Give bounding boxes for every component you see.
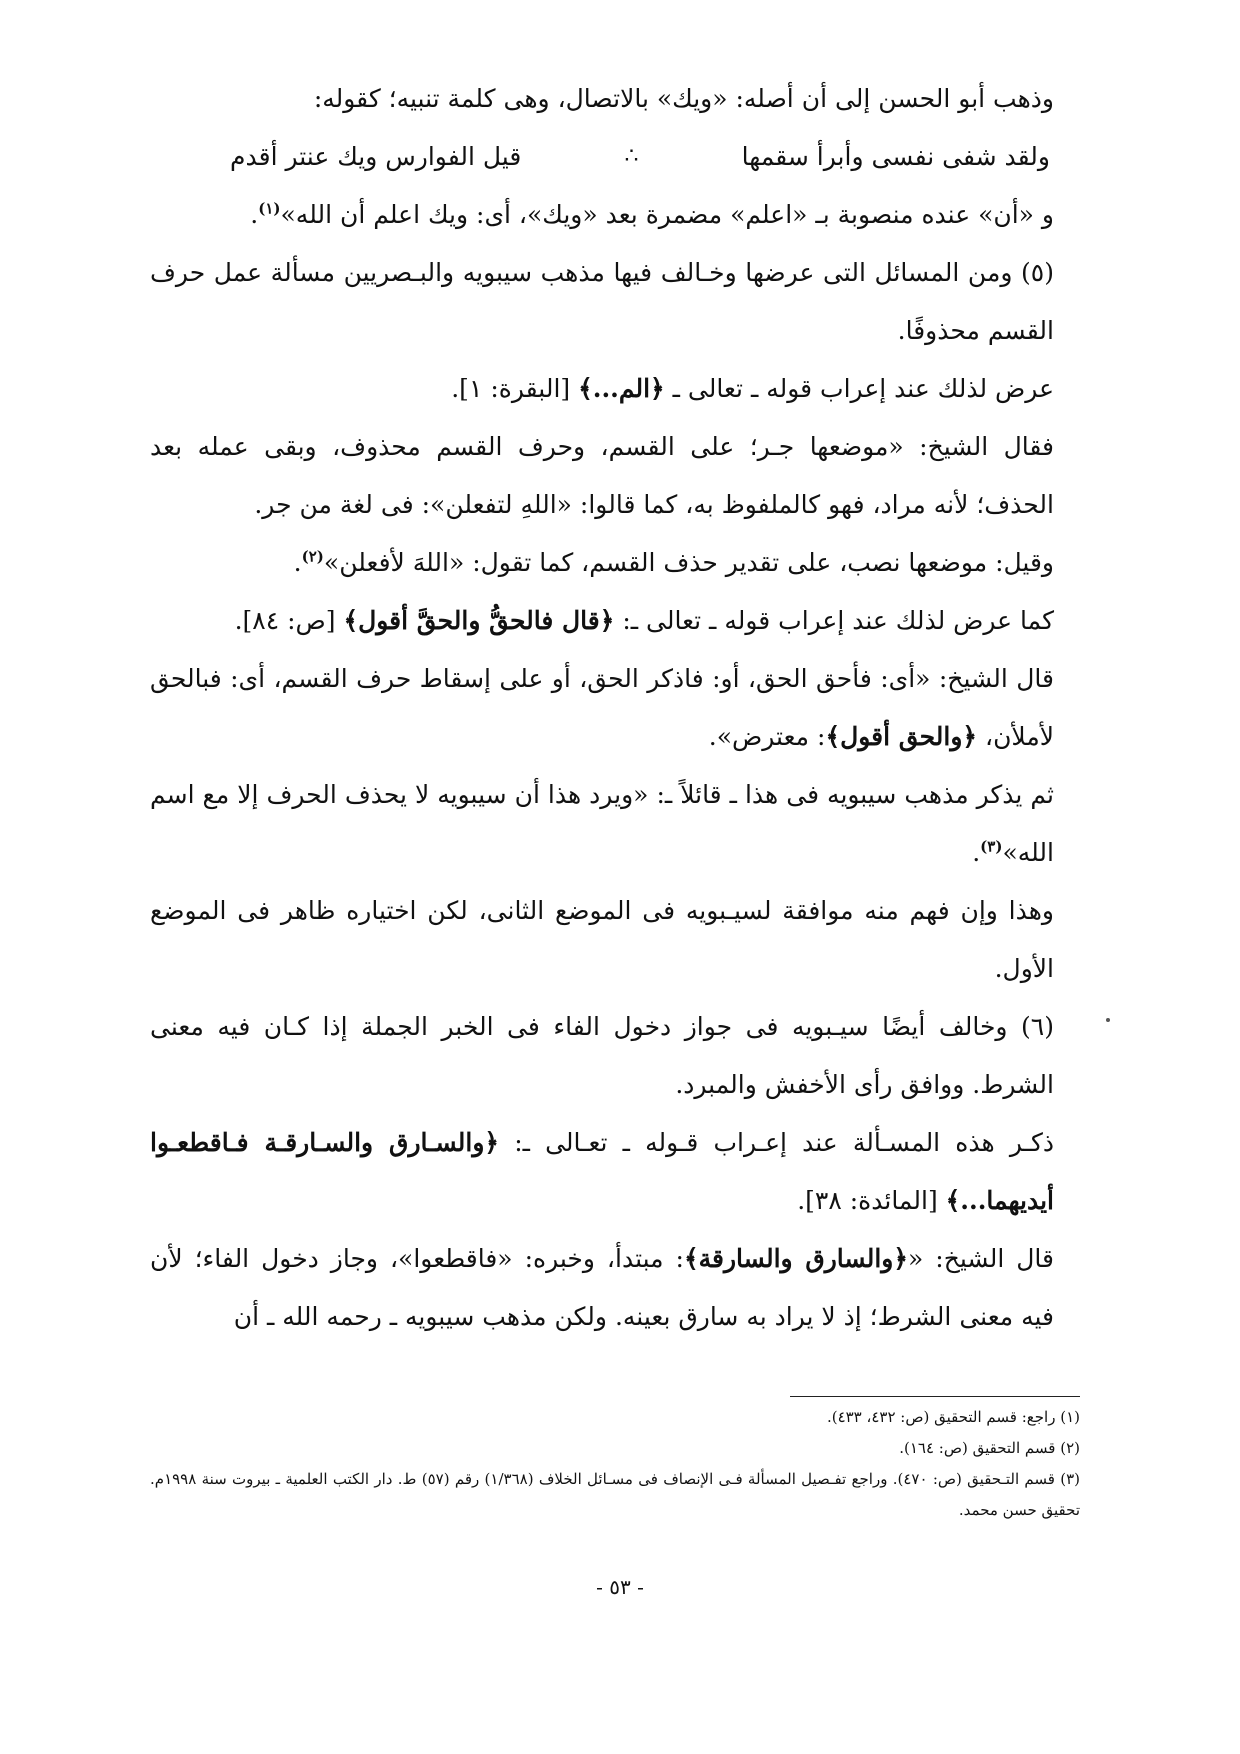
paragraph-10-text: وهذا وإن فهم منه موافقة لسيـبويه فى الموضع الثانى، لكن اختياره ظاهر فى الموضع الأول. [150, 896, 1054, 983]
footnotes [150, 1402, 1080, 1526]
paragraph-2 [150, 186, 1080, 244]
paragraph-1-text: وذهب أبو الحسن إلى أن أصله: «ويك» بالاتصال، وهى كلمة تنبيه؛ كقوله: [313, 84, 1054, 113]
poem-hemistich-right: ولقد شفى نفسى وأبرأ سقمها [741, 142, 1050, 171]
poem-hemistich-left: قيل الفوارس ويك عنتر أقدم [230, 142, 522, 171]
paragraph-6-text: وقيل: موضعها نصب، على تقدير حذف القسم، كما تقول: «اللهَ لأفعلن» [323, 548, 1054, 577]
paragraph-4 [150, 360, 1080, 418]
paragraph-8-text-b: : معترض». [708, 722, 826, 751]
paragraph-11-text: (٦) وخالف أيضًا سيـبويه فى جواز دخول الفاء فى الخبر الجملة إذا كـان فيه معنى الشرط. ووافق رأى الأخفش والمبرد. [150, 1012, 1054, 1099]
paragraph-9-text: ثم يذكر مذهب سيبويه فى هذا ـ قائلاً ـ: «ويرد هذا أن سيبويه لا يحذف الحرف إلا مع اسم الله» [150, 780, 1054, 867]
quran-quote-3: ﴿والحق أقول﴾ [825, 722, 978, 751]
paragraph-4-text-b: [البقرة: ١]. [451, 374, 579, 403]
footnote-separator [790, 1396, 1080, 1397]
paragraph-9 [150, 766, 1080, 882]
quran-quote-4: ﴿والسـارق والسـارقـة فـاقطعـوا أيديهما...﴾ [150, 1128, 1054, 1215]
footnote-ref-3: (٣) [980, 837, 1003, 856]
main-text [150, 70, 1080, 1346]
paragraph-3 [150, 244, 1080, 360]
paragraph-13-text-a: قال الشيخ: « [908, 1244, 1054, 1273]
footnote-3: (٣) قسم التـحقيق (ص: ٤٧٠). وراجع تفـصيل المسألة فـى الإنصاف فى مسـائل الخلاف (١/٣٦٨) رقم (٥٧) ط. دار الكتب العلمية ـ بيروت سنة ١٩٩٨م. تحقيق حسن محمد. [150, 1470, 1081, 1519]
paragraph-13 [150, 1230, 1080, 1346]
footnote-ref-1: (١) [258, 199, 281, 218]
paragraph-5-text: فقال الشيخ: «موضعها جـر؛ على القسم، وحرف القسم محذوف، وبقى عمله بعد الحذف؛ لأنه مراد، فهو كالملفوظ به، كما قالوا: «اللهِ لتفعلن»: فى لغة من جر. [150, 432, 1054, 519]
footnote-ref-2: (٢) [301, 547, 324, 566]
paragraph-3-text: (٥) ومن المسائل التى عرضها وخـالف فيها مذهب سيبويه والبـصريين مسألة عمل حرف القسم محذوفًا. [150, 258, 1054, 345]
paragraph-11 [150, 998, 1080, 1114]
paragraph-4-text-a: عرض لذلك عند إعراب قوله ـ تعالى ـ [664, 374, 1054, 403]
paragraph-1 [150, 70, 1080, 128]
paragraph-6 [150, 534, 1080, 592]
paragraph-10 [150, 882, 1080, 998]
poem-verse [150, 128, 1080, 186]
quran-quote-5: ﴿والسارق والسارقة﴾ [683, 1244, 909, 1273]
paragraph-9-end: . [972, 838, 981, 867]
quran-quote-2: ﴿قال فالحقُّ والحقَّ أقول﴾ [343, 606, 615, 635]
paragraph-12 [150, 1114, 1080, 1230]
quran-quote-1: ﴿الم...﴾ [578, 374, 665, 403]
paragraph-12-text-b: [المائدة: ٣٨]. [797, 1186, 946, 1215]
paragraph-12-text-a: ذكـر هذه المسـألة عند إعـراب قـوله ـ تعـالى ـ: [499, 1128, 1054, 1157]
paragraph-13-text-b: : مبتدأ، وخبره: «فاقطعوا»، وجاز دخول الفاء؛ لأن فيه معنى الشرط؛ إذ لا يراد به سارق بعينه. ولكن مذهب سيبويه ـ رحمه الله ـ أن [150, 1244, 1054, 1331]
footnote-1: (١) راجع: قسم التحقيق (ص: ٤٣٢، ٤٣٣). [826, 1408, 1080, 1426]
margin-dot [1106, 1018, 1110, 1022]
paragraph-5 [150, 418, 1080, 534]
paragraph-2-end: . [250, 200, 259, 229]
paragraph-7-text-a: كما عرض لذلك عند إعراب قوله ـ تعالى ـ: [614, 606, 1054, 635]
page-number: - ٥٣ - [596, 1575, 644, 1599]
paragraph-6-end: . [293, 548, 302, 577]
footnote-2: (٢) قسم التحقيق (ص: ١٦٤). [899, 1439, 1080, 1457]
poem-separator: ∴ [624, 144, 639, 169]
paragraph-2-text: و «أن» عنده منصوبة بـ «اعلم» مضمرة بعد «ويك»، أى: ويك اعلم أن الله» [280, 200, 1054, 229]
paragraph-7-text-b: [ص: ٨٤]. [234, 606, 344, 635]
paragraph-7 [150, 592, 1080, 650]
paragraph-8-text-a: قال الشيخ: «أى: فأحق الحق، أو: فاذكر الحق، أو على إسقاط حرف القسم، أى: فبالحق لأملأن، [150, 664, 1054, 751]
paragraph-8 [150, 650, 1080, 766]
